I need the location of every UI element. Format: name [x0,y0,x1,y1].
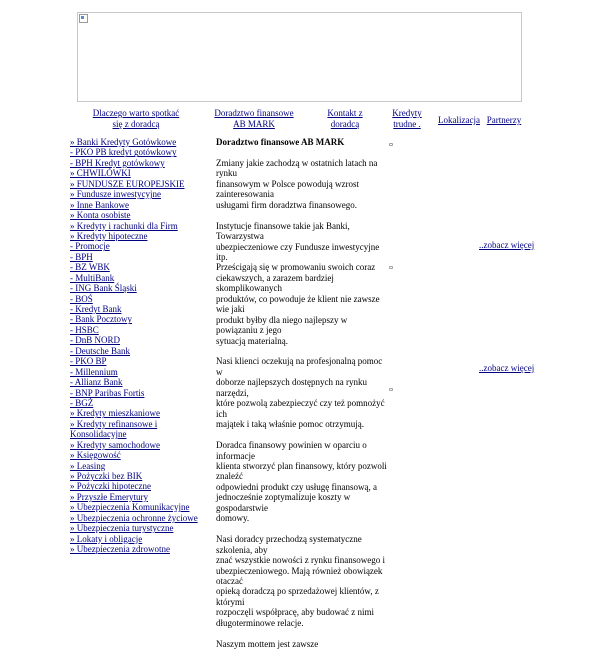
text-line: odpowiedni produkt czy usługę finansową, a [216,481,377,492]
sidebar-item[interactable]: » Konta osobiste [70,210,131,221]
sidebar-item[interactable]: » Kredyty mieszkaniowe [70,408,160,419]
top-navigation [0,108,600,132]
sidebar-item[interactable]: » Inne Bankowe [70,199,129,210]
text-line: długoterminowe relacje. [216,617,304,628]
content-paragraph [216,221,388,346]
sidebar-item[interactable]: » Lokaty i obligacje [70,533,143,544]
sidebar-item[interactable]: » Kredyty samochodowe [70,439,160,450]
text-line: ciekawszych, a zarazem bardziej skomplikowanych [216,272,334,294]
sidebar-item[interactable]: - Deutsche Bank [70,345,130,356]
content-paragraph [216,356,388,429]
text-line: klienta stworzyć plan finansowy, który pozwoli znaleźć [216,460,387,482]
content-paragraph [216,639,388,649]
sidebar-item[interactable]: » Ubezpieczenia ochronne życiowe [70,512,198,523]
sidebar-item[interactable]: - ING Bank Śląski [70,283,137,294]
text-line: ubezpieczeniowe czy Fundusze inwestycyjne itp. [216,241,380,262]
sidebar-item[interactable]: » Kredyty hipoteczne [70,230,148,241]
content-paragraph [216,158,388,210]
see-more-link[interactable]: ..zobacz więcej [479,240,535,250]
sidebar-item[interactable]: - BOŚ [70,293,93,304]
sidebar-item[interactable]: » Ubezpieczenia zdrowotne [70,544,170,555]
sidebar-item[interactable]: - Allianz Bank [70,377,123,388]
text-line: jednocześnie zoptymalizuje koszty w gospodarstwie [216,492,351,513]
sidebar-item[interactable]: - BPH [70,251,93,262]
sidebar-item[interactable]: - Kredyt Bank [70,304,122,314]
sidebar-item[interactable]: - Promocje [70,241,110,252]
sidebar-item[interactable]: - PKO PB kredyt gotówkowy [70,147,177,158]
sidebar-item[interactable]: » Pożyczki bez BIK [70,471,143,482]
text-line: finansowym w Polsce powodują wzrost zainteresowania [216,178,359,200]
text-line: opieką doradczą po sprzedażowej klientów, z którymi [216,586,379,607]
bullet-image-icon [389,143,393,146]
text-line: domowy. [216,513,250,524]
nav-link-location[interactable]: Lokalizacja [438,115,480,125]
sidebar-item[interactable]: » Kredyty i rachunki dla Firm [70,220,178,231]
text-line: znać wszystkie nowości z rynku finansowego i [216,555,385,566]
text-line: doborze najlepszych dostępnych na rynku narzędzi, [216,377,367,398]
sidebar-item[interactable]: - BPH Kredyt gotówkowy [70,157,165,168]
nav-link-why-advisor[interactable]: Dlaczego warto spotkać się z doradcą [92,108,180,129]
text-line: produktów, co powoduje że klient nie zawsze wie jaki [216,293,380,315]
content-paragraph [216,440,388,524]
bullet-image-icon [389,266,393,269]
text-line: Instytucje finansowe takie jak Banki, Towarzystwa [216,220,350,242]
sidebar-item[interactable]: » Banki Kredyty Gotówkowe [70,137,177,147]
sidebar-item[interactable]: » Leasing [70,460,106,471]
see-more-link[interactable]: ..zobacz więcej [479,363,535,373]
text-line: usługami firm doradztwa finansowego. [216,199,357,210]
sidebar-item[interactable]: - Bank Pocztowy [70,314,132,325]
sidebar-menu [70,137,210,555]
sidebar-item[interactable]: - MultiBank [70,272,115,283]
broken-image-icon [79,14,88,23]
content-paragraph [216,534,388,628]
header-banner-image [77,12,522,102]
main-content [216,137,388,660]
sidebar-item[interactable]: » Pożyczki hipoteczne [70,481,151,492]
sidebar-item[interactable]: - BNP Paribas Fortis [70,387,145,398]
sidebar-item[interactable]: » Ubezpieczenia turystyczne [70,523,174,534]
nav-link-partners[interactable]: Partnerzy [486,115,522,125]
text-line: Naszym mottem jest zawsze [216,638,319,649]
sidebar-item[interactable]: » Fundusze inwestycyjne [70,189,161,200]
text-line: rozpoczęli współpracę, aby budować z nimi [216,607,374,618]
text-line: majątek i taką właśnie pomoc otrzymują. [216,419,364,430]
nav-link-financial-advisory[interactable]: Doradztwo finansowe AB MARK [214,108,294,129]
sidebar-item[interactable]: - BZ WBK [70,262,110,273]
text-line: Prześcigają się w promowaniu swoich coraz [216,262,376,273]
page-title: Doradztwo finansowe AB MARK [216,137,345,147]
text-line: Doradca finansowy powinien w oparciu o informacje [216,440,367,461]
sidebar-item[interactable]: » Przyszłe Emerytury [70,491,148,502]
text-line: które pozwolą zabezpieczyć czy też pomnożyć ich [216,398,385,419]
sidebar-item[interactable]: » CHWILÓWKI [70,168,131,179]
sidebar-item[interactable]: - Millennium [70,366,118,377]
text-line: sytuacją materialną. [216,335,288,346]
sidebar-item[interactable]: » Księgowość [70,450,121,461]
sidebar-item[interactable]: » Kredyty refinansowe i Konsolidacyjne [70,418,158,440]
text-line: produkt byłby dla niego najlepszy w powiązaniu z jego [216,314,348,336]
sidebar-item[interactable]: » Ubezpieczenia Komunikacyjne [70,502,190,513]
text-line: ubezpieczeniowego. Mają również obowiązek otaczać [216,565,383,586]
nav-link-contact[interactable]: Kontakt z doradcą [327,108,363,129]
text-line: Nasi doradcy przechodzą systematyczne szkolenia, aby [216,534,362,555]
sidebar-item[interactable]: - BGŻ [70,397,94,408]
text-line: Zmiany jakie zachodzą w ostatnich latach na rynku [216,157,378,179]
text-line: Nasi klienci oczekują na profesjonalną pomoc w [216,356,383,377]
sidebar-item[interactable]: - HSBC [70,324,99,335]
sidebar-item[interactable]: » FUNDUSZE EUROPEJSKIE [70,178,185,189]
sidebar-item[interactable]: - DnB NORD [70,335,121,346]
bullet-image-icon [389,388,393,391]
sidebar-item[interactable]: - PKO BP [70,356,107,367]
nav-link-difficult-loans[interactable]: Kredyty trudne . [392,108,422,129]
